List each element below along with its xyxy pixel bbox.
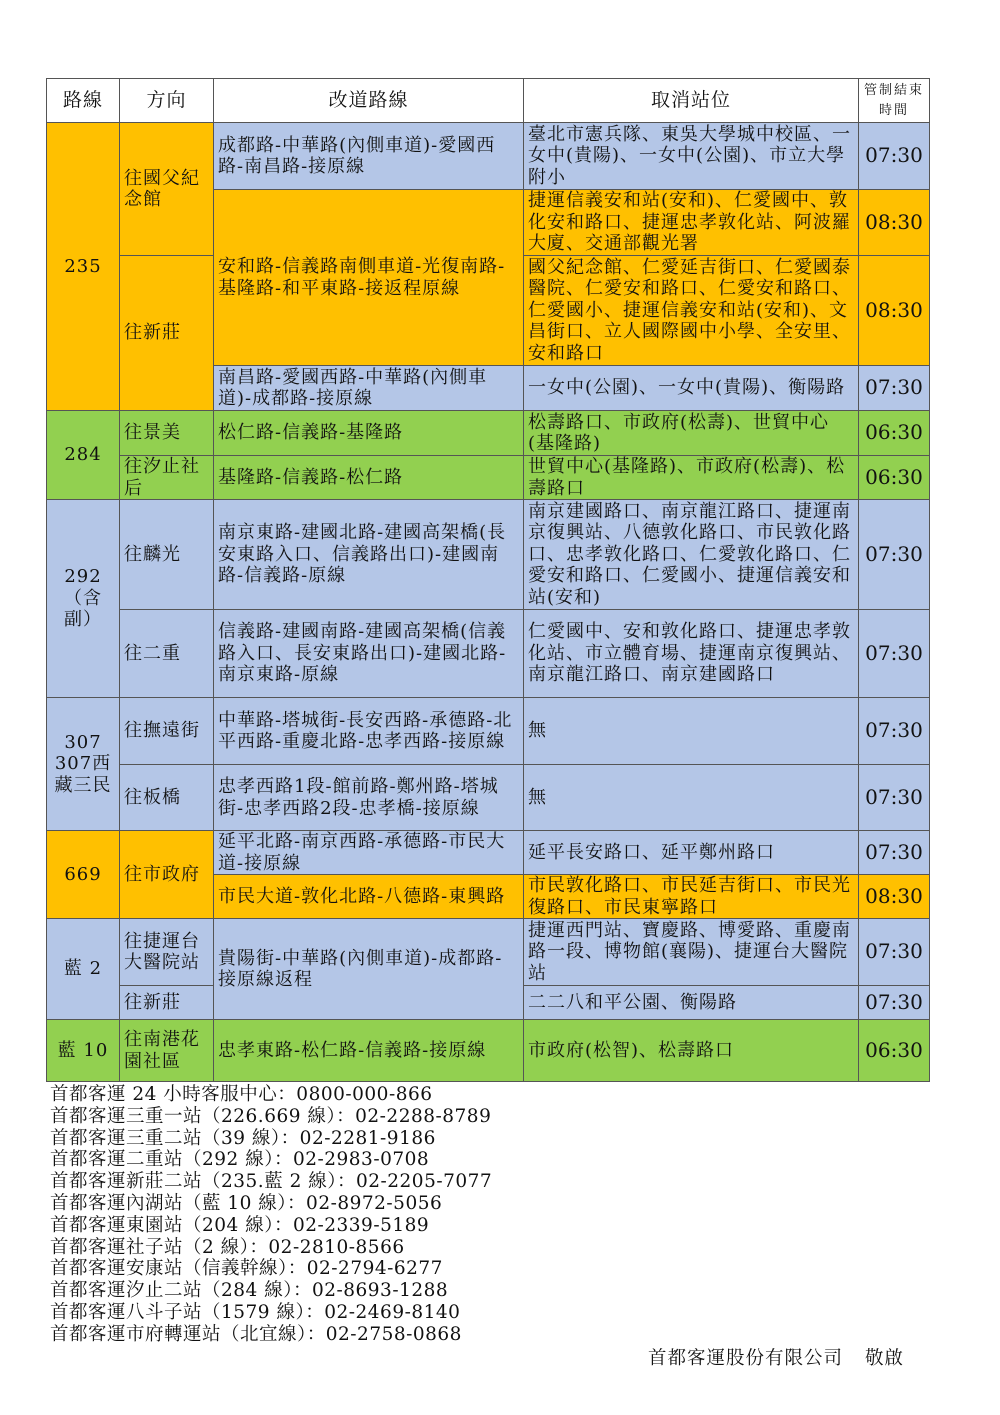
- header-route: 路線: [47, 79, 120, 123]
- end-time: 07:30: [859, 765, 930, 831]
- table-row: [47, 831, 930, 875]
- detour-route: 松仁路-信義路-基隆路: [214, 411, 524, 456]
- company-name: 首都客運股份有限公司: [648, 1348, 844, 1369]
- end-time: 07:30: [859, 919, 930, 986]
- cancelled-stops: 南京建國路口、南京龍江路口、捷運南京復興站、八德敦化路口、市民敦化路口、忠孝敦化路口、仁愛敦化路口、仁愛安和路口、仁愛國小、捷運信義安和站(安和): [524, 500, 859, 610]
- end-time: 07:30: [859, 366, 930, 411]
- detour-route: 基隆路-信義路-松仁路: [214, 456, 524, 500]
- direction: 往新莊: [120, 986, 214, 1020]
- contact-line: 首都客運八斗子站（1579 線）：02-2469-8140: [50, 1301, 461, 1323]
- detour-route: 延平北路-南京西路-承德路-市民大道-接原線: [214, 831, 524, 875]
- header-time: 管制結束時間: [859, 79, 930, 123]
- detour-route: 南昌路-愛國西路-中華路(內側車道)-成都路-接原線: [214, 366, 524, 411]
- detour-route: 中華路-塔城街-長安西路-承德路-北平西路-重慶北路-忠孝西路-接原線: [214, 698, 524, 765]
- end-time: 07:30: [859, 123, 930, 190]
- contact-line: 首都客運二重站（292 線）：02-2983-0708: [50, 1149, 430, 1171]
- contact-line: 首都客運汐止二站（284 線）：02-8693-1288: [50, 1280, 449, 1302]
- header-row: [47, 79, 930, 123]
- contact-line: 首都客運三重一站（226.669 線）：02-2288-8789: [50, 1105, 492, 1127]
- end-time: 08:30: [859, 875, 930, 919]
- cancelled-stops: 一女中(公園)、一女中(貴陽)、衡陽路: [524, 366, 859, 411]
- signature: [648, 1344, 904, 1370]
- cancelled-stops: 無: [524, 765, 859, 831]
- detour-route: 安和路-信義路南側車道-光復南路-基隆路-和平東路-接返程原線: [214, 190, 524, 366]
- cancelled-stops: 國父紀念館、仁愛延吉街口、仁愛國泰醫院、仁愛安和路口、仁愛安和路口、仁愛國小、捷運信義安和站(安和)、文昌街口、立人國際國中小學、全安里、安和路口: [524, 256, 859, 366]
- route-number: 284: [47, 411, 120, 500]
- contact-line: 首都客運內湖站（藍 10 線）：02-8972-5056: [50, 1192, 443, 1214]
- detour-route: 信義路-建國南路-建國高架橋(信義路入口、長安東路出口)-建國北路-南京東路-原線: [214, 610, 524, 698]
- detour-route: 忠孝東路-松仁路-信義路-接原線: [214, 1020, 524, 1082]
- contact-line: 首都客運三重二站（39 線）：02-2281-9186: [50, 1127, 436, 1149]
- cancelled-stops: 捷運信義安和站(安和)、仁愛國中、敦化安和路口、捷運忠孝敦化站、阿波羅大廈、交通部觀光署: [524, 190, 859, 256]
- cancelled-stops: 世貿中心(基隆路)、市政府(松壽)、松壽路口: [524, 456, 859, 500]
- contact-line: 首都客運社子站（2 線）：02-2810-8566: [50, 1236, 405, 1258]
- detour-route: 忠孝西路1段-館前路-鄭州路-塔城街-忠孝西路2段-忠孝橋-接原線: [214, 765, 524, 831]
- end-time: 06:30: [859, 1020, 930, 1082]
- detour-route: 南京東路-建國北路-建國高架橋(長安東路入口、信義路出口)-建國南路-信義路-原線: [214, 500, 524, 610]
- table-row: [47, 500, 930, 610]
- cancelled-stops: 無: [524, 698, 859, 765]
- cancelled-stops: 市政府(松智)、松壽路口: [524, 1020, 859, 1082]
- direction: 往板橋: [120, 765, 214, 831]
- route-number: 307 307西 藏三民: [47, 698, 120, 831]
- route-number: 235: [47, 123, 120, 411]
- contact-line: 首都客運安康站（信義幹線）：02-2794-6277: [50, 1258, 443, 1280]
- cancelled-stops: 市民敦化路口、市民延吉街口、市民光復路口、市民東寧路口: [524, 875, 859, 919]
- header-direction: 方向: [120, 79, 214, 123]
- cancelled-stops: 捷運西門站、寶慶路、博愛路、重慶南路一段、博物館(襄陽)、捷運台大醫院站: [524, 919, 859, 986]
- direction: 往二重: [120, 610, 214, 698]
- header-cancelled: 取消站位: [524, 79, 859, 123]
- direction: 往麟光: [120, 500, 214, 610]
- end-time: 08:30: [859, 256, 930, 366]
- end-time: 07:30: [859, 698, 930, 765]
- direction: 往景美: [120, 411, 214, 456]
- detour-table: [46, 78, 930, 1082]
- route-number: 669: [47, 831, 120, 919]
- cancelled-stops: 仁愛國中、安和敦化路口、捷運忠孝敦化站、市立體育場、捷運南京復興站、南京龍江路口、南京建國路口: [524, 610, 859, 698]
- table-row: [47, 123, 930, 190]
- detour-route: 市民大道-敦化北路-八德路-東興路: [214, 875, 524, 919]
- table-row: [47, 1020, 930, 1082]
- contact-line: 首都客運市府轉運站（北宜線）：02-2758-0868: [50, 1323, 462, 1345]
- direction: 往捷運台大醫院站: [120, 919, 214, 986]
- contact-line: 首都客運東園站（204 線）：02-2339-5189: [50, 1214, 430, 1236]
- cancelled-stops: 二二八和平公園、衡陽路: [524, 986, 859, 1020]
- cancelled-stops: 延平長安路口、延平鄭州路口: [524, 831, 859, 875]
- direction: 往國父紀念館: [120, 123, 214, 256]
- header-detour: 改道路線: [214, 79, 524, 123]
- table-row: [47, 698, 930, 765]
- contact-list: [50, 1084, 492, 1346]
- contact-line: 首都客運新莊二站（235.藍 2 線）：02-2205-7077: [50, 1171, 493, 1193]
- cancelled-stops: 臺北市憲兵隊、東吳大學城中校區、一女中(貴陽)、一女中(公園)、市立大學附小: [524, 123, 859, 190]
- table-row: [47, 765, 930, 831]
- closing: 敬啟: [865, 1348, 905, 1369]
- table-row: [47, 919, 930, 986]
- detour-route: 貴陽街-中華路(內側車道)-成都路-接原線返程: [214, 919, 524, 1020]
- route-number: 藍 10: [47, 1020, 120, 1082]
- end-time: 06:30: [859, 411, 930, 456]
- end-time: 08:30: [859, 190, 930, 256]
- direction: 往南港花園社區: [120, 1020, 214, 1082]
- end-time: 07:30: [859, 610, 930, 698]
- direction: 往汐止社后: [120, 456, 214, 500]
- detour-route: 成都路-中華路(內側車道)-愛國西路-南昌路-接原線: [214, 123, 524, 190]
- end-time: 07:30: [859, 500, 930, 610]
- end-time: 06:30: [859, 456, 930, 500]
- table-row: [47, 456, 930, 500]
- direction: 往新莊: [120, 256, 214, 411]
- route-number: 292（含副）: [47, 500, 120, 698]
- direction: 往市政府: [120, 831, 214, 919]
- direction: 往撫遠街: [120, 698, 214, 765]
- contact-line: 首都客運 24 小時客服中心：0800-000-866: [50, 1084, 433, 1105]
- end-time: 07:30: [859, 831, 930, 875]
- end-time: 07:30: [859, 986, 930, 1020]
- cancelled-stops: 松壽路口、市政府(松壽)、世貿中心(基隆路): [524, 411, 859, 456]
- table-row: [47, 610, 930, 698]
- route-number: 藍 2: [47, 919, 120, 1020]
- table-row: [47, 411, 930, 456]
